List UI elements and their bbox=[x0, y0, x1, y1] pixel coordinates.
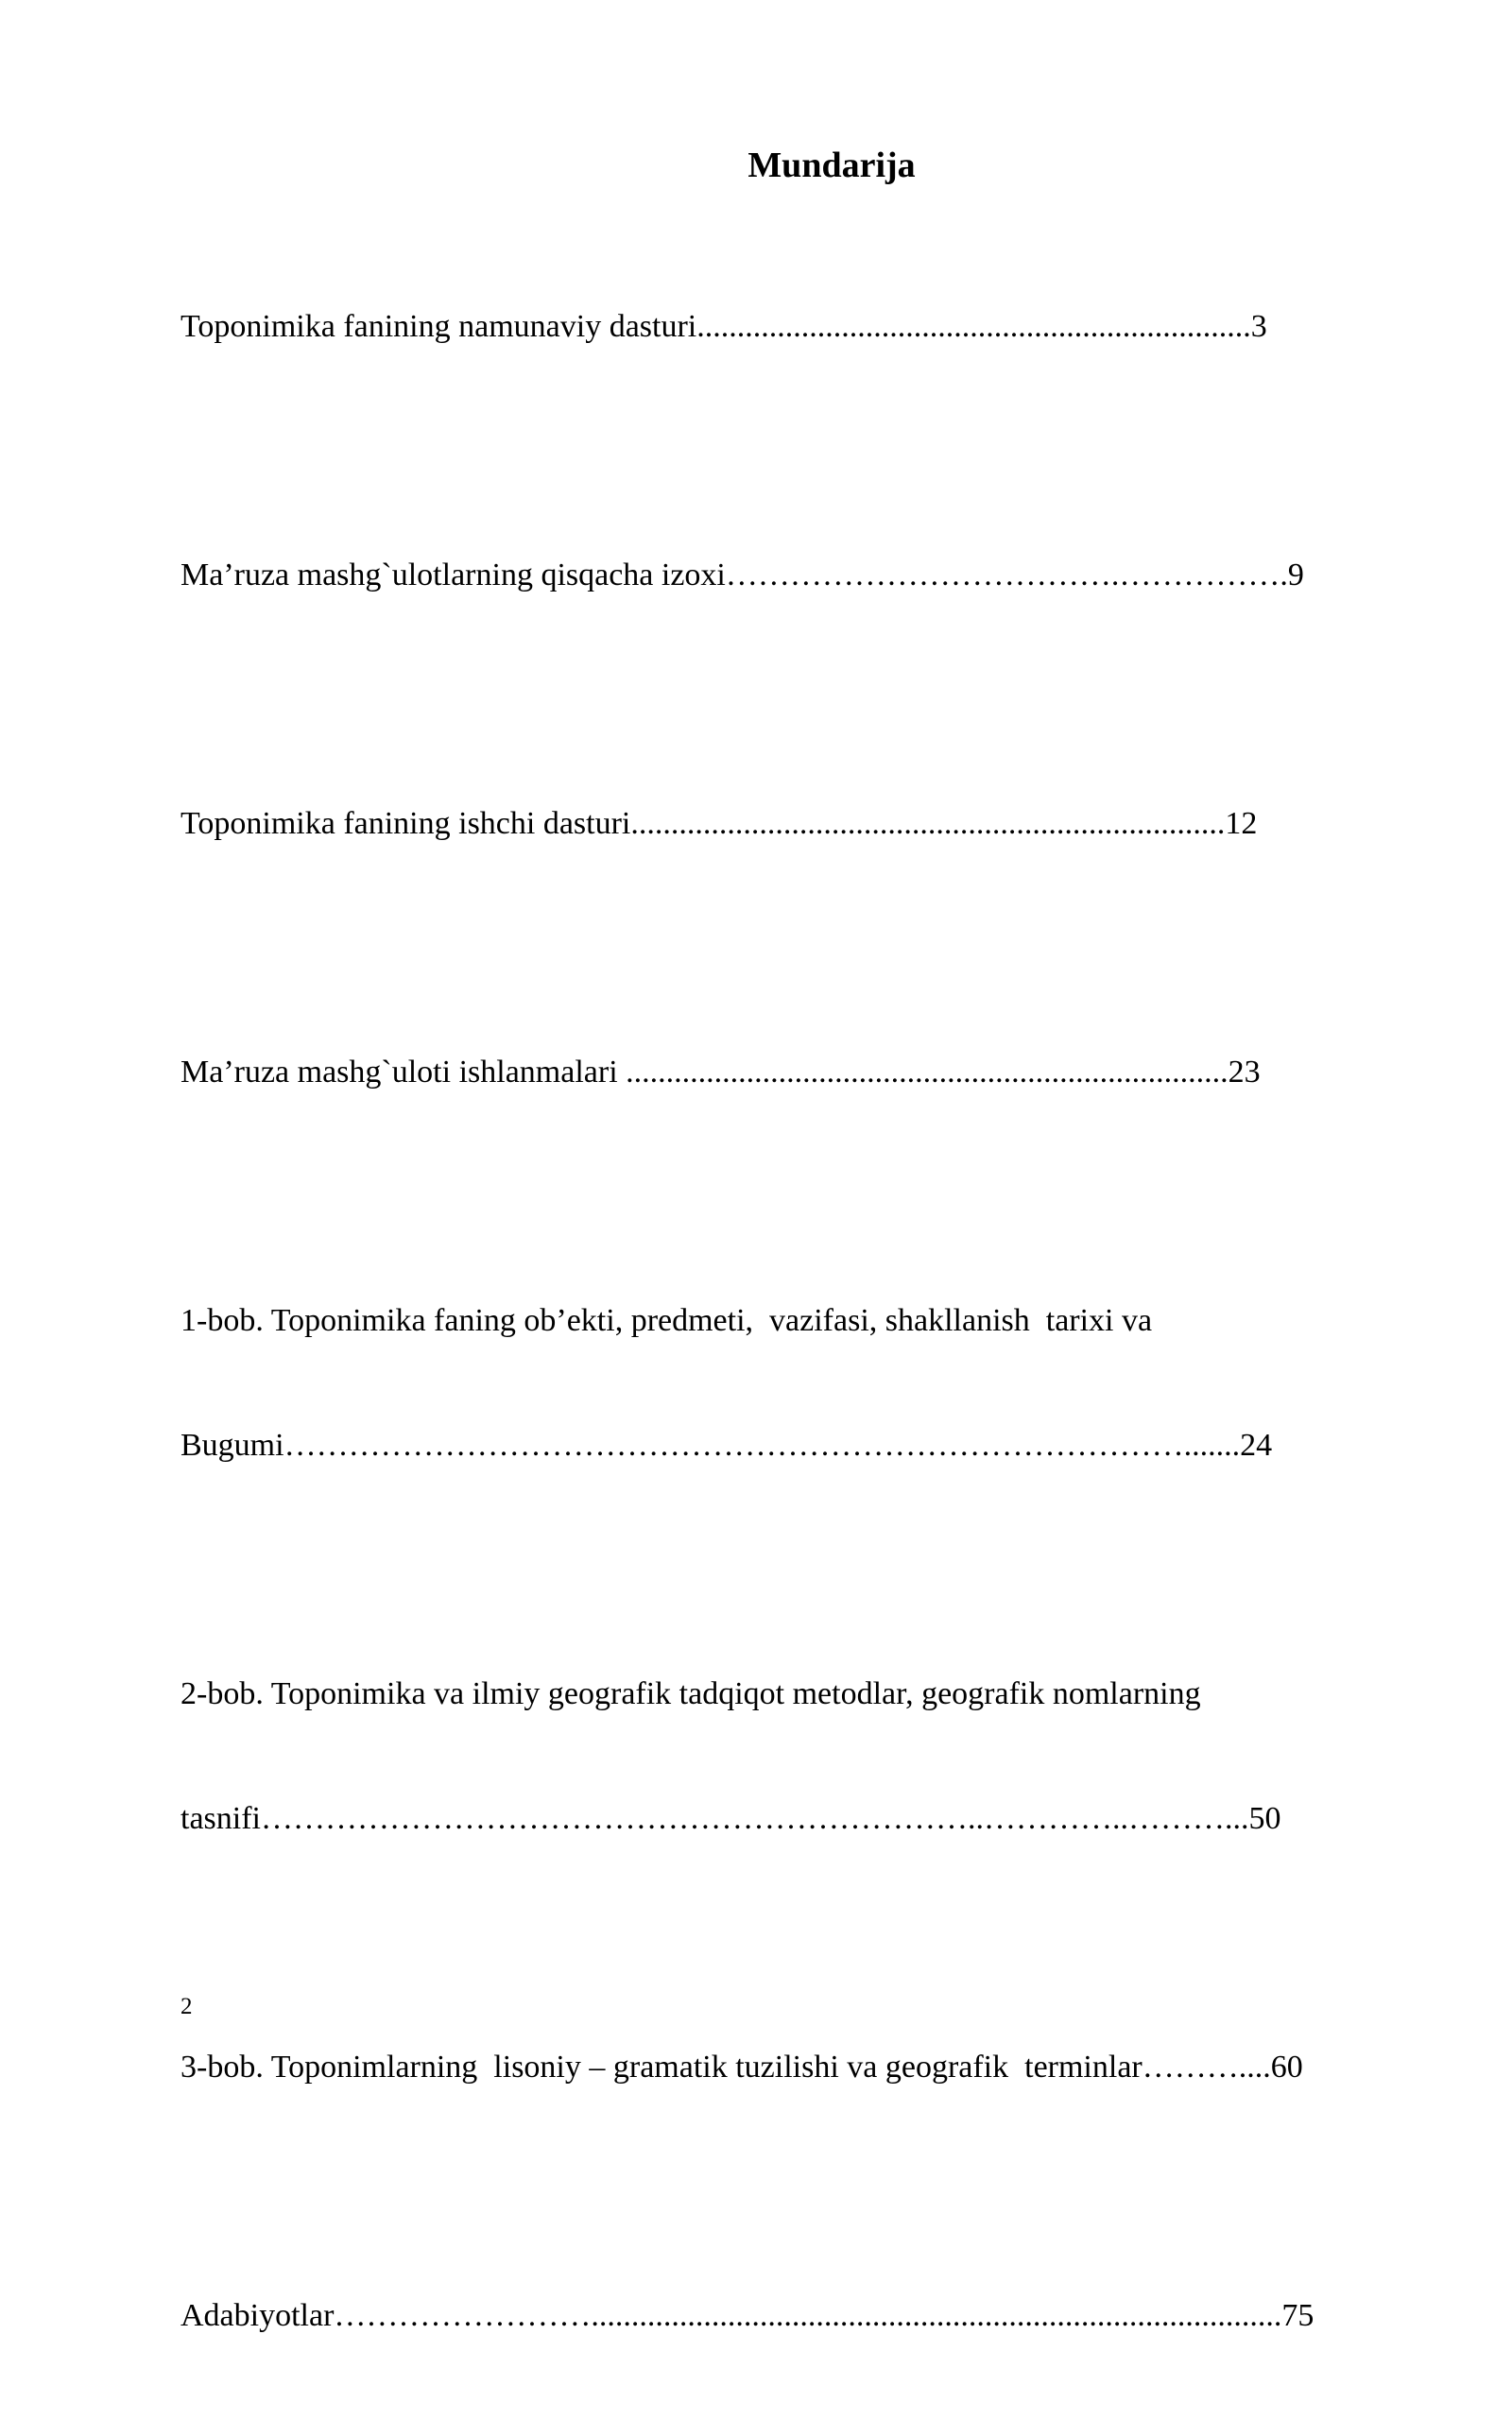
toc-entry bbox=[180, 1217, 1437, 1550]
toc-entry bbox=[180, 472, 1437, 679]
table-of-contents bbox=[180, 223, 1437, 2420]
toc-entry-line: 2-bob. Toponimika va ilmiy geografik tadqiqot metodlar, geografik nomlarning bbox=[180, 1676, 1201, 1711]
toc-entry-line: Adabiyotlar……………………......................................................................................75 bbox=[180, 2298, 1314, 2333]
toc-entry bbox=[180, 720, 1437, 928]
toc-entry-line: Bugumi………………………………………………………………………….......24 bbox=[180, 1428, 1273, 1463]
toc-entry bbox=[180, 1964, 1437, 2171]
toc-entry bbox=[180, 969, 1437, 1176]
toc-entry-line: Toponimika fanining namunaviy dasturi.....................................................................3 bbox=[180, 309, 1267, 344]
toc-entry-line: Toponimika fanining ishchi dasturi..........................................................................12 bbox=[180, 806, 1258, 841]
toc-entry bbox=[180, 1590, 1437, 1923]
page-title: Mundarija bbox=[747, 146, 916, 185]
toc-entry bbox=[180, 2212, 1437, 2420]
toc-entry-line: Ma’ruza mashg`ulotlarning qisqacha izoxi……………………………….…………….9 bbox=[180, 558, 1304, 592]
page-number: 2 bbox=[180, 1994, 193, 2019]
toc-entry-line: Ma’ruza mashg`uloti ishlanmalari ...........................................................................23 bbox=[180, 1055, 1261, 1090]
toc-entry-line: 3-bob. Toponimlarning lisoniy – gramatik tuzilishi va geografik terminlar………....60 bbox=[180, 2050, 1303, 2085]
toc-entry-line: 1-bob. Toponimika faning ob’ekti, predmeti, vazifasi, shakllanish tarixi va bbox=[180, 1303, 1153, 1338]
toc-entry-line: tasnifi…………………………………………………………..…………..………...50 bbox=[180, 1801, 1281, 1836]
toc-entry bbox=[180, 223, 1437, 431]
